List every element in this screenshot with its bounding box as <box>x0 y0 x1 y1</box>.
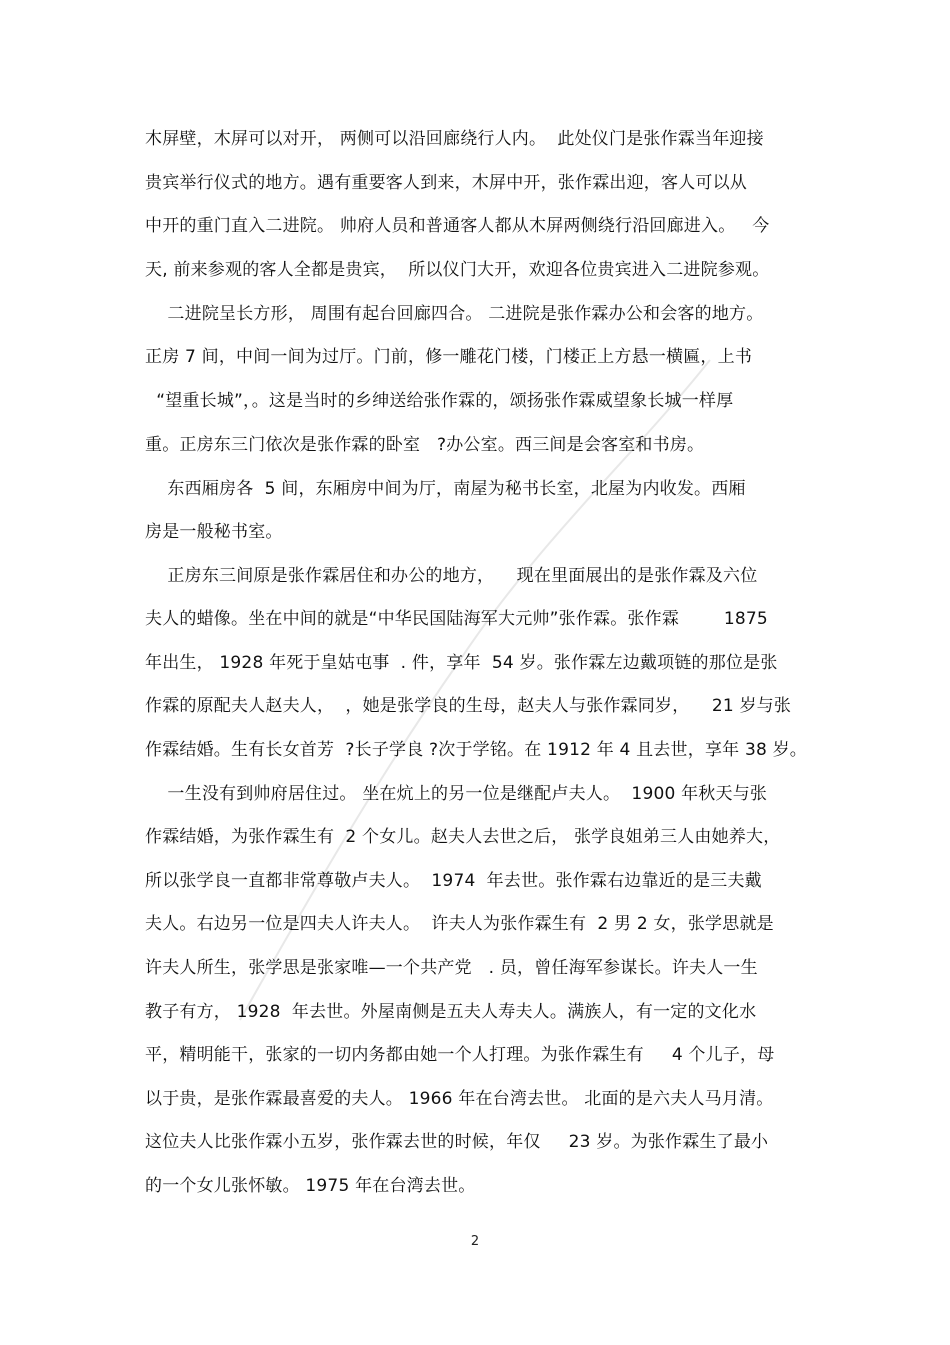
text-line: 房是一般秘书室。 <box>145 522 283 542</box>
text-line: 夫人。右边另一位是四夫人许夫人。 许夫人为张作霖生有 2 男 2 女，张学思就是 <box>145 914 774 934</box>
text-line: 天, 前来参观的客人全都是贵宾， 所以仪门大开，欢迎各位贵宾进入二进院参观。 <box>145 260 770 280</box>
text-line: 中开的重门直入二进院。 帅府人员和普通客人都从木屏两侧绕行沿回廊进入。 今 <box>145 216 770 236</box>
text-line: 二进院呈长方形， 周围有起台回廊四合。 二进院是张作霖办公和会客的地方。 <box>145 304 764 324</box>
text-line: “望重长城”，。这是当时的乡绅送给张作霖的，颂扬张作霖威望象长城一样厚 <box>145 391 734 411</box>
text-line: 夫人的蜡像。坐在中间的就是“中华民国陆海军大元帅”张作霖。张作霖 1875 <box>145 609 768 629</box>
text-line: 作霖结婚。生有长女首芳 ?长子学良 ?次于学铭。在 1912 年 4 且去世，享年 38 岁。 <box>145 740 807 760</box>
text-line: 这位夫人比张作霖小五岁，张作霖去世的时候，年仅 23 岁。为张作霖生了最小 <box>145 1132 769 1152</box>
text-line: 教子有方， 1928 年去世。外屋南侧是五夫人寿夫人。满族人，有一定的文化水 <box>145 1002 757 1022</box>
text-line: 木屏壁，木屏可以对开， 两侧可以沿回廊绕行人内。 此处仪门是张作霖当年迎接 <box>145 129 764 149</box>
text-line: 一生没有到帅府居住过。 坐在炕上的另一位是继配卢夫人。 1900 年秋天与张 <box>145 784 768 804</box>
text-line: 正房东三间原是张作霖居住和办公的地方， 现在里面展出的是张作霖及六位 <box>145 566 758 586</box>
text-line: 以于贵，是张作霖最喜爱的夫人。 1966 年在台湾去世。 北面的是六夫人马月清。 <box>145 1089 774 1109</box>
page-number: 2 <box>470 1234 480 1249</box>
text-line: 正房 7 间，中间一间为过厅。门前，修一雕花门楼，门楼正上方悬一横匾，上书 <box>145 347 753 367</box>
text-line: 东西厢房各 5 间，东厢房中间为厅，南屋为秘书长室，北屋为内收发。西厢 <box>145 479 746 499</box>
text-line: 许夫人所生，张学思是张家唯—一个共产党 . 员，曾任海军参谋长。许夫人一生 <box>145 958 758 978</box>
text-line: 重。正房东三门依次是张作霖的卧室 ?办公室。西三间是会客室和书房。 <box>145 435 705 455</box>
text-line: 贵宾举行仪式的地方。遇有重要客人到来，木屏中开，张作霖出迎，客人可以从 <box>145 173 747 193</box>
text-line: 年出生， 1928 年死于皇姑屯事 . 件，享年 54 岁。张作霖左边戴项链的那位是张 <box>145 653 778 673</box>
text-line: 所以张学良一直都非常尊敬卢夫人。 1974 年去世。张作霖右边靠近的是三夫戴 <box>145 871 762 891</box>
text-line: 平，精明能干，张家的一切内务都由她一个人打理。为张作霖生有 4 个儿子，母 <box>145 1045 775 1065</box>
text-line: 作霖的原配夫人赵夫人， ，她是张学良的生母，赵夫人与张作霖同岁， 21 岁与张 <box>145 696 792 716</box>
text-line: 作霖结婚，为张作霖生有 2 个女儿。赵夫人去世之后， 张学良姐弟三人由她养大， <box>145 827 781 847</box>
text-line: 的一个女儿张怀敏。 1975 年在台湾去世。 <box>145 1176 476 1196</box>
